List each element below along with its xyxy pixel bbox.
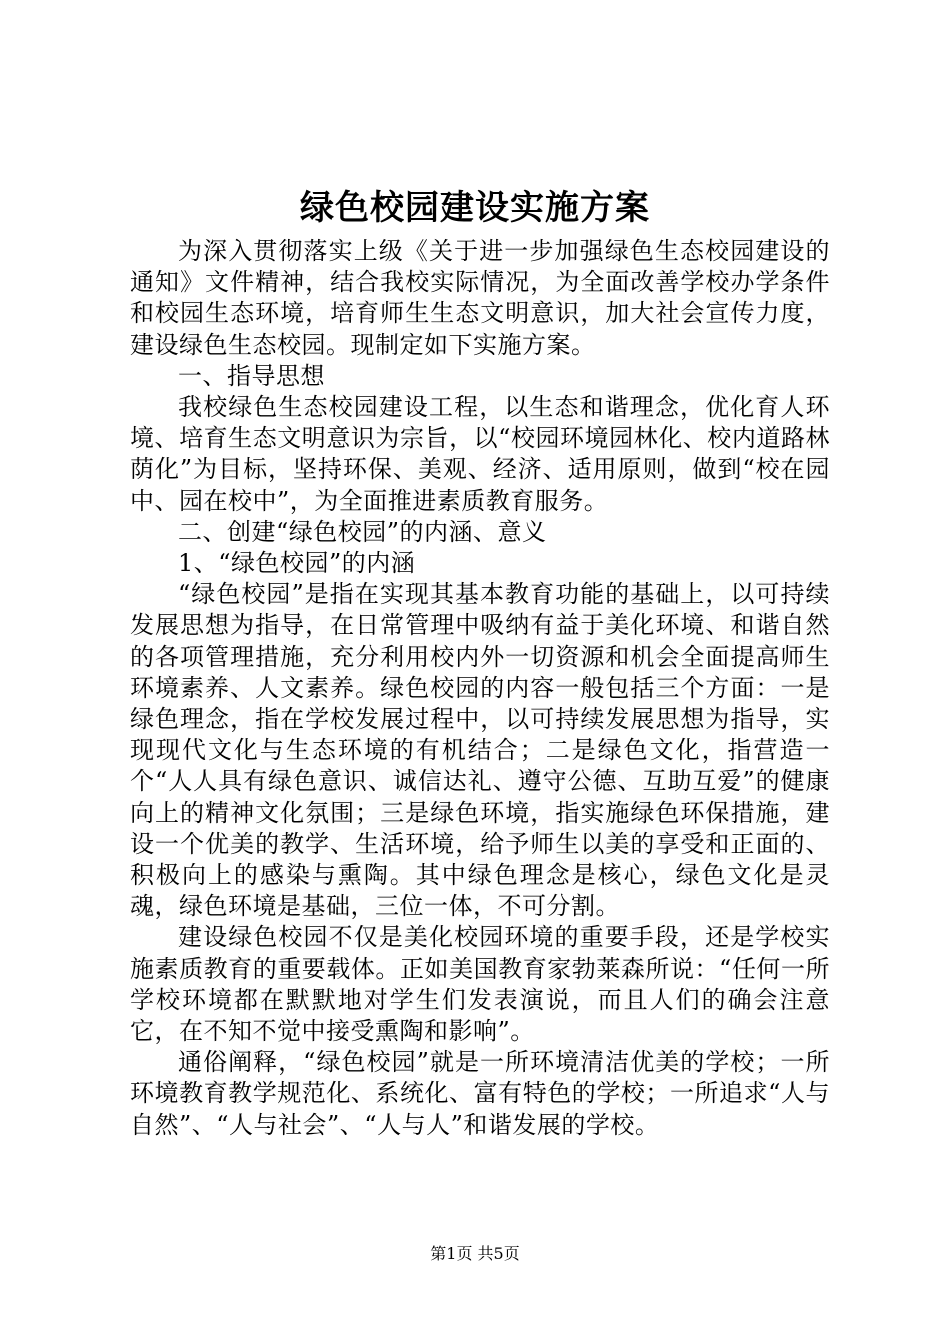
paragraph-intro: 为深入贯彻落实上级《关于进一步加强绿色生态校园建设的通知》文件精神，结合我校实际情况，为全面改善学校办学条件和校园生态环境，培育师生生态文明意识，加大社会宣传力度，建设绿色生态校园。现制定如下实施方案。 <box>130 237 830 359</box>
paragraph-importance: 建设绿色校园不仅是美化校园环境的重要手段，还是学校实施素质教育的重要载体。正如美国教育家勃莱森所说：“任何一所学校环境都在默默地对学生们发表演说，而且人们的确会注意它，在不知不觉中接受熏陶和影响”。 <box>130 923 830 1046</box>
document-body <box>130 236 830 1141</box>
subsection-heading-connotation: 1、“绿色校园”的内涵 <box>178 549 416 578</box>
section-heading-guiding-ideology: 一、指导思想 <box>178 361 325 390</box>
section-heading-meaning: 二、创建“绿色校园”的内涵、意义 <box>178 517 547 546</box>
paragraph-connotation: “绿色校园”是指在实现其基本教育功能的基础上，以可持续发展思想为指导，在日常管理中吸纳有益于美化环境、和谐自然的各项管理措施，充分利用校内外一切资源和机会全面提高师生环境素养、人文素养。绿色校园的内容一般包括三个方面：一是绿色理念，指在学校发展过程中，以可持续发展思想为指导，实现现代文化与生态环境的有机结合；二是绿色文化，指营造一个“人人具有绿色意识、诚信达礼、遵守公德、互助互爱”的健康向上的精神文化氛围；三是绿色环境，指实施绿色环保措施，建设一个优美的教学、生活环境，给予师生以美的享受和正面的、积极向上的感染与熏陶。其中绿色理念是核心，绿色文化是灵魂，绿色环境是基础，三位一体，不可分割。 <box>130 580 830 921</box>
paragraph-guiding-ideology: 我校绿色生态校园建设工程，以生态和谐理念，优化育人环境、培育生态文明意识为宗旨，以“校园环境园林化、校内道路林荫化”为目标，坚持环保、美观、经济、适用原则，做到“校在园中、园在校中”，为全面推进素质教育服务。 <box>130 393 830 515</box>
document-title: 绿色校园建设实施方案 <box>300 188 650 228</box>
page-number-footer: 第1页 共5页 <box>430 1244 520 1263</box>
paragraph-explanation: 通俗阐释，“绿色校园”就是一所环境清洁优美的学校；一所环境教育教学规范化、系统化、富有特色的学校；一所追求“人与自然”、“人与社会”、“人与人”和谐发展的学校。 <box>130 1048 830 1139</box>
